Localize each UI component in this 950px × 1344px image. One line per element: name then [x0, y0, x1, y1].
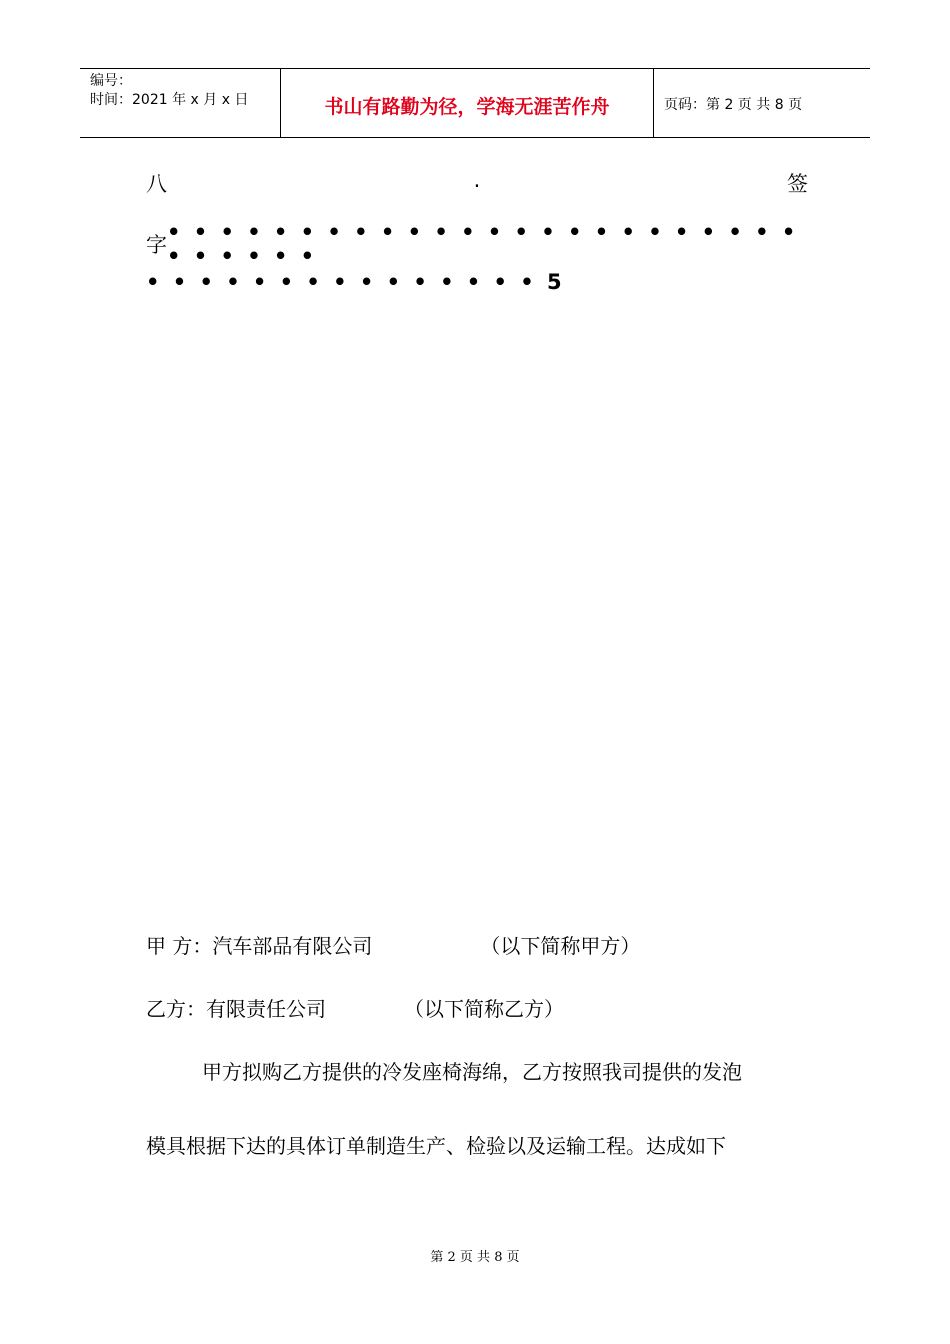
document-date: 时间：2021 年 x 月 x 日	[90, 92, 249, 108]
party-a-note: （以下简称甲方）	[480, 934, 641, 958]
toc-entry-heading	[146, 168, 808, 198]
page-header	[80, 68, 870, 138]
toc-entry-leader	[146, 220, 808, 268]
paragraph-line: 甲方拟购乙方提供的冷发座椅海绵，乙方按照我司提供的发泡	[202, 1060, 742, 1084]
party-b-note: （以下简称乙方）	[404, 997, 564, 1021]
toc-char: 字	[146, 233, 167, 257]
toc-char: 签	[787, 172, 808, 196]
toc-separator: .	[473, 168, 481, 192]
toc-dot-leader: • • • • • • • • • • • • • • • • • • • • • • • • • • • • • •	[167, 220, 799, 268]
toc-entry-page	[146, 270, 808, 294]
toc-dot-leader-page: • • • • • • • • • • • • • • • 5	[146, 270, 565, 294]
party-a-label: 甲 方：汽车部品有限公司	[146, 934, 373, 958]
document-number: 编号：	[90, 73, 132, 89]
header-meta	[80, 69, 281, 137]
page-footer: 第 2 页 共 8 页	[430, 1250, 520, 1265]
party-b-line	[146, 993, 816, 1022]
header-motto: 书山有路勤为径，学海无涯苦作舟	[281, 69, 654, 137]
header-page-info: 页码：第 2 页 共 8 页	[664, 97, 803, 113]
party-b-label: 乙方：有限责任公司	[146, 997, 326, 1021]
paragraph-line: 模具根据下达的具体订单制造生产、检验以及运输工程。达成如下	[146, 1134, 726, 1158]
party-a-line	[146, 930, 816, 959]
toc-char: 八	[146, 172, 167, 196]
